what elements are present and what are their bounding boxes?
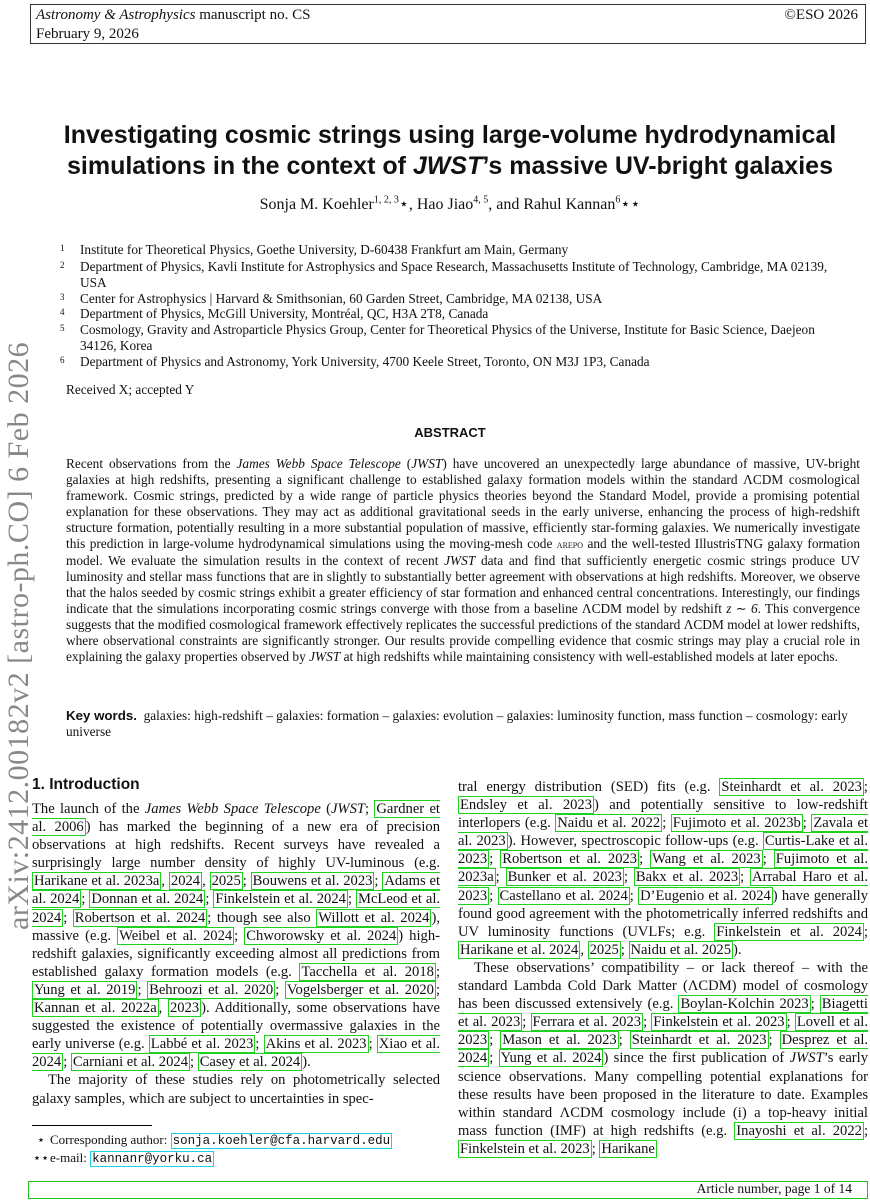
citation-link[interactable]: 2025 xyxy=(589,941,619,958)
abstract-heading: ABSTRACT xyxy=(414,425,486,440)
citation-link[interactable]: Lovell et al. 2023 xyxy=(458,1014,868,1049)
intro-paragraph-3: tral energy distribution (SED) fits (e.g. Steinhardt et al. 2023 ; Endsley et al. 2023 ) and potentially sensitive to low-redshift interlopers (e.g. Naidu et al. 2022 ; Fujimoto et al. 2023b ; Zavala et al. 2023 ). However, spectroscopic follow-ups (e.g. Curtis-Lake et al. 2023 ; Robertson et al. 2023 ; Wang et al. 2023 ; Fujimoto et al. 2023a ; Bunker et al. 2023 ; Bakx et al. 2023 ; Arrabal Haro et al. 2023 ; Castellano et al. 2024 ; D’Eugenio et al. 2024 ) have generally found good agreement with the photometrically inferred redshifts and UV luminosity functions (UVLFs; e.g. Finkelstein et al. 2024 ; Harikane et al. 2024 , 2025 ; Naidu et al. 2025 ). xyxy=(458,779,869,958)
citation-link[interactable]: Behroozi et al. 2020 xyxy=(149,981,274,998)
citation-link[interactable]: Desprez et al. 2024 xyxy=(458,1032,869,1067)
header-left xyxy=(36,6,310,44)
intro-paragraph-4: These observations’ compatibility – or lack thereof – with the standard Lambda Cold Dark Matter (ΛCDM) model of cosmology has been discussed extensively (e.g. Boylan-Kolchin 2023 ; Biagetti et al. 2023 ; Ferrara et al. 2023 ; Finkelstein et al. 2023 ; Lovell et al. 2023 ; Mason et al. 2023 ; Steinhardt et al. 2023 ; Desprez et al. 2024 ; Yung et al. 2024 ) since the first publication of JWST’s early science observations. Many compelling potential explanations for these results have been proposed in the literature to date. Examples within standard ΛCDM cosmology include (i) a top-heavy initial mass function (IMF) at high redshifts (e.g. Inayoshi et al. 2022 ; Finkelstein et al. 2023 ; Harikane xyxy=(458,959,869,1157)
header-date: February 9, 2026 xyxy=(36,26,139,42)
email-link-kannan[interactable]: kannanr@yorku.ca xyxy=(92,1152,213,1166)
citation-link[interactable]: Chworowsky et al. 2024 xyxy=(246,927,397,944)
footnote-1: ⋆ Corresponding author: sonja.koehler@cfa.harvard.edu xyxy=(36,1132,391,1148)
footnote-2: ⋆⋆e-mail: kannanr@yorku.ca xyxy=(32,1150,213,1166)
intro-paragraph-2: The majority of these studies rely on photometrically selected galaxy samples, which are subject to uncertainties in spec- xyxy=(32,1072,440,1107)
citation-link[interactable]: Weibel et al. 2024 xyxy=(119,927,233,944)
citation-link[interactable]: Willott et al. 2024 xyxy=(318,909,430,926)
citation-link[interactable]: Harikane xyxy=(601,1140,655,1157)
citation-link[interactable]: 2025 xyxy=(211,873,241,890)
title-line-1: Investigating cosmic strings using large-volume hydrodynamical xyxy=(63,121,837,149)
citation-link[interactable]: Castellano et al. 2024 xyxy=(499,887,628,904)
citation-link[interactable]: D’Eugenio et al. 2024 xyxy=(640,887,771,904)
citation-link[interactable]: Inayoshi et al. 2022 xyxy=(736,1122,862,1139)
citation-link[interactable]: Adams et al. 2024 xyxy=(32,873,441,908)
citation-link[interactable]: Finkelstein et al. 2023 xyxy=(653,1014,785,1031)
citation-link[interactable]: Tacchella et al. 2018 xyxy=(301,963,434,980)
keywords xyxy=(66,708,860,740)
citation-link[interactable]: Curtis-Lake et al. 2023 xyxy=(458,833,868,868)
citation-link[interactable]: Finkelstein et al. 2023 xyxy=(460,1140,590,1157)
citation-link[interactable]: Steinhardt et al. 2023 xyxy=(631,1032,767,1049)
citation-link[interactable]: Donnan et al. 2024 xyxy=(91,891,204,908)
citation-link[interactable]: Akins et al. 2023 xyxy=(265,1036,367,1053)
citation-link[interactable]: Ferrara et al. 2023 xyxy=(532,1014,642,1031)
author-3: , and Rahul Kannan xyxy=(488,196,616,213)
received-line: Received X; accepted Y xyxy=(66,382,195,397)
citation-link[interactable]: Zavala et al. 2023 xyxy=(458,815,868,850)
copyright: ©ESO 2026 xyxy=(784,7,858,23)
citation-link[interactable]: Xiao et al. 2024 xyxy=(32,1036,440,1071)
citation-link[interactable]: Robertson et al. 2024 xyxy=(74,909,206,926)
citation-link[interactable]: Wang et al. 2023 xyxy=(652,851,761,868)
citation-link[interactable]: Yung et al. 2019 xyxy=(34,981,136,998)
footnote-rule xyxy=(32,1125,152,1126)
arxiv-id: arXiv:2412.00182v2 [astro-ph.CO] 6 Feb 2026 xyxy=(2,341,35,930)
citation-link[interactable]: Robertson et al. 2023 xyxy=(502,851,638,868)
journal-name: Astronomy & Astrophysics xyxy=(36,7,196,23)
page-footer: Article number, page 1 of 14 xyxy=(696,1181,852,1196)
abstract-text: Recent observations from the James Webb Space Telescope (JWST) have uncovered an unexpectedly large abundance of massive, UV-bright galaxies at high redshifts, presenting a significant challenge to established galaxy formation models within the standard ΛCDM cosmological framework. Cosmic strings, predicted by a wide range of particle physics theories beyond the Standard Model, provide a promising potential explanation for these observations. They may act as additional gravitational seeds in the early universe, enhancing the process of high-redshift structure formation, potentially resulting in a more substantial population of massive, efficiently star-forming galaxies. We numerically investigate this prediction in large-volume hydrodynamical simulations using the moving-mesh code arepo and the well-tested IllustrisTNG galaxy formation model. We evaluate the simulation results in the context of recent JWST data and find that sufficiently energetic cosmic strings produce UV luminosity and stellar mass functions that are in slightly to substantially better agreement with observations at high redshifts. Moreover, we observe that the halos seeded by cosmic strings exhibit a greater efficiency of star formation and enhanced central concentrations. Interestingly, our findings indicate that the simulations incorporating cosmic strings converge with those from a baseline ΛCDM model by redshift z ∼ 6. This convergence suggests that the modified cosmological framework effectively replicates the successful predictions of the standard ΛCDM model at lower redshifts, where observational constraints are significantly stronger. Our results provide compelling evidence that cosmic strings may play a crucial role in explaining the galaxy properties observed by JWST at high redshifts while maintaining consistency with well-established models at later epochs. xyxy=(66,456,861,665)
citation-link[interactable]: Fujimoto et al. 2023a xyxy=(458,851,868,886)
citation-link[interactable]: Labbé et al. 2023 xyxy=(150,1036,254,1053)
citation-link[interactable]: 2024 xyxy=(170,873,201,890)
citation-link[interactable]: Arrabal Haro et al. 2023 xyxy=(458,869,869,904)
right-column xyxy=(458,778,868,1158)
title-line-2: simulations in the context of JWST’s massive UV-bright galaxies xyxy=(67,152,833,180)
citation-link[interactable]: Yung et al. 2024 xyxy=(500,1050,602,1067)
citation-link[interactable]: 2023 xyxy=(169,1000,200,1017)
emphasis-text: JWST xyxy=(330,801,366,817)
citation-link[interactable]: Bouwens et al. 2023 xyxy=(252,873,373,890)
citation-link[interactable]: Mason et al. 2023 xyxy=(502,1032,617,1049)
emphasis-text: JWST xyxy=(789,1050,824,1067)
citation-link[interactable]: Steinhardt et al. 2023 xyxy=(721,779,862,795)
citation-link[interactable]: Fujimoto et al. 2023b xyxy=(672,815,801,832)
citation-link[interactable]: Kannan et al. 2022a xyxy=(34,1000,157,1017)
citation-link[interactable]: Naidu et al. 2022 xyxy=(557,815,661,832)
citation-link[interactable]: Finkelstein et al. 2024 xyxy=(716,923,862,940)
citation-link[interactable]: Bakx et al. 2023 xyxy=(635,869,739,886)
citation-link[interactable]: Casey et al. 2024 xyxy=(199,1054,301,1071)
keywords-text: galaxies: high-redshift – galaxies: formation – galaxies: evolution – galaxies: luminosity function, mass function – cosmology: early universe xyxy=(66,708,848,739)
emphasis-text: James Webb Space Telescope xyxy=(144,801,321,817)
citation-link[interactable]: Naidu et al. 2025 xyxy=(630,941,732,958)
author-1: Sonja M. Koehler xyxy=(259,196,374,213)
left-column xyxy=(32,800,440,1108)
citation-link[interactable]: Gardner et al. 2006 xyxy=(32,801,440,836)
citation-link[interactable]: Finkelstein et al. 2024 xyxy=(215,891,346,908)
section-heading-introduction: 1. Introduction xyxy=(32,776,140,793)
intro-paragraph-1: The launch of the James Webb Space Telescope (JWST; Gardner et al. 2006 ) has marked the beginning of a new era of precision observations at high redshifts. Recent surveys have revealed a surprisingly large number density of highly UV-luminous (e.g. Harikane et al. 2023a , 2024 , 2025 ; Bouwens et al. 2023 ; Adams et al. 2024 ; Donnan et al. 2024 ; Finkelstein et al. 2024 ; McLeod et al. 2024 ; Robertson et al. 2024 ; though see also Willott et al. 2024 ), massive (e.g. Weibel et al. 2024 ; Chworowsky et al. 2024 ) high-redshift galaxies, significantly exceeding almost all predictions from established galaxy formation models (e.g. Tacchella et al. 2018 ; Yung et al. 2019 ; Behroozi et al. 2020 ; Vogelsberger et al. 2020 ; Kannan et al. 2022a , 2023 ). Additionally, some observations have suggested the existence of potentially overmassive galaxies in the early universe (e.g. Labbé et al. 2023 ; Akins et al. 2023 ; Xiao et al. 2024 ; Carniani et al. 2024 ; Casey et al. 2024 ). xyxy=(32,801,441,1071)
citation-link[interactable]: Carniani et al. 2024 xyxy=(72,1054,188,1071)
citation-link[interactable]: Vogelsberger et al. 2020 xyxy=(286,981,434,998)
citation-link[interactable]: Bunker et al. 2023 xyxy=(507,869,622,886)
manuscript-number: manuscript no. CS xyxy=(195,7,311,23)
citation-link[interactable]: Harikane et al. 2024 xyxy=(460,941,579,958)
author-2: , Hao Jiao xyxy=(408,196,474,213)
citation-link[interactable]: Endsley et al. 2023 xyxy=(460,797,593,814)
citation-link[interactable]: Harikane et al. 2023a xyxy=(34,873,160,890)
citation-link[interactable]: McLeod et al. 2024 xyxy=(32,891,441,926)
citation-link[interactable]: Biagetti et al. 2023 xyxy=(458,996,868,1031)
citation-link[interactable]: Boylan-Kolchin 2023 xyxy=(680,996,809,1013)
author-list: Sonja M. Koehler$^{1, 2, 3}$⋆, Hao Jiao$^{4, 5}$, and Rahul Kannan$^6$⋆⋆ xyxy=(259,194,641,213)
email-link-koehler[interactable]: sonja.koehler@cfa.harvard.edu xyxy=(172,1134,391,1148)
keywords-label: Key words. xyxy=(66,708,137,723)
paper-title xyxy=(40,120,860,182)
